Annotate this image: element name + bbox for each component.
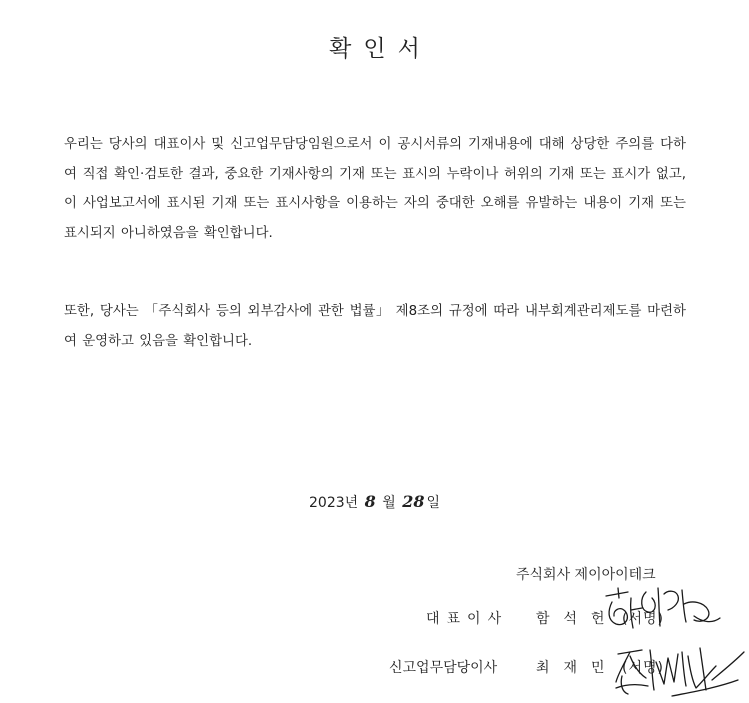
signature-placeholder: (서명) [622, 611, 664, 627]
date-month-unit: 월 [382, 495, 396, 511]
date-year-unit: 년 [344, 495, 359, 511]
confirmation-date [0, 492, 749, 512]
internal-control-paragraph: 또한, 당사는 「주식회사 등의 외부감사에 관한 법률」 제8조의 규정에 따라 내부회계관리제도를 마련하여 운영하고 있음을 확인합니다. [64, 304, 686, 349]
signatory-role: 신고업무담당이사 [389, 660, 498, 676]
company-name: 주식회사 제이아이테크 [516, 567, 656, 583]
document-title: 확인서 [329, 36, 432, 62]
signatory-name: 최재민 [536, 660, 619, 676]
signatory-role: 대표이사 [426, 611, 509, 627]
date-day: 28 [402, 492, 425, 511]
date-day-unit: 일 [426, 495, 440, 511]
disclosure-officer-handwritten-signature [612, 640, 747, 700]
ceo-handwritten-signature [598, 580, 723, 635]
signatory-name: 함석헌 [536, 611, 619, 627]
date-year: 2023 [309, 495, 345, 511]
date-month: 8 [364, 492, 376, 511]
confirmation-paragraph: 우리는 당사의 대표이사 및 신고업무담당임원으로서 이 공시서류의 기재내용에 대해 상당한 주의를 다하여 직접 확인·검토한 결과, 중요한 기재사항의 기재 또는 표시의 누락이나 허위의 기재 또는 표시가 없고, 이 사업보고서에 표시된 기재 또는 표시사항을 이용하는 자의 중대한 오해를 유발하는 내용이 기재 또는 표시되지 아니하였음을 확인합니다. [64, 137, 686, 241]
signature-placeholder: (서명) [622, 660, 664, 676]
